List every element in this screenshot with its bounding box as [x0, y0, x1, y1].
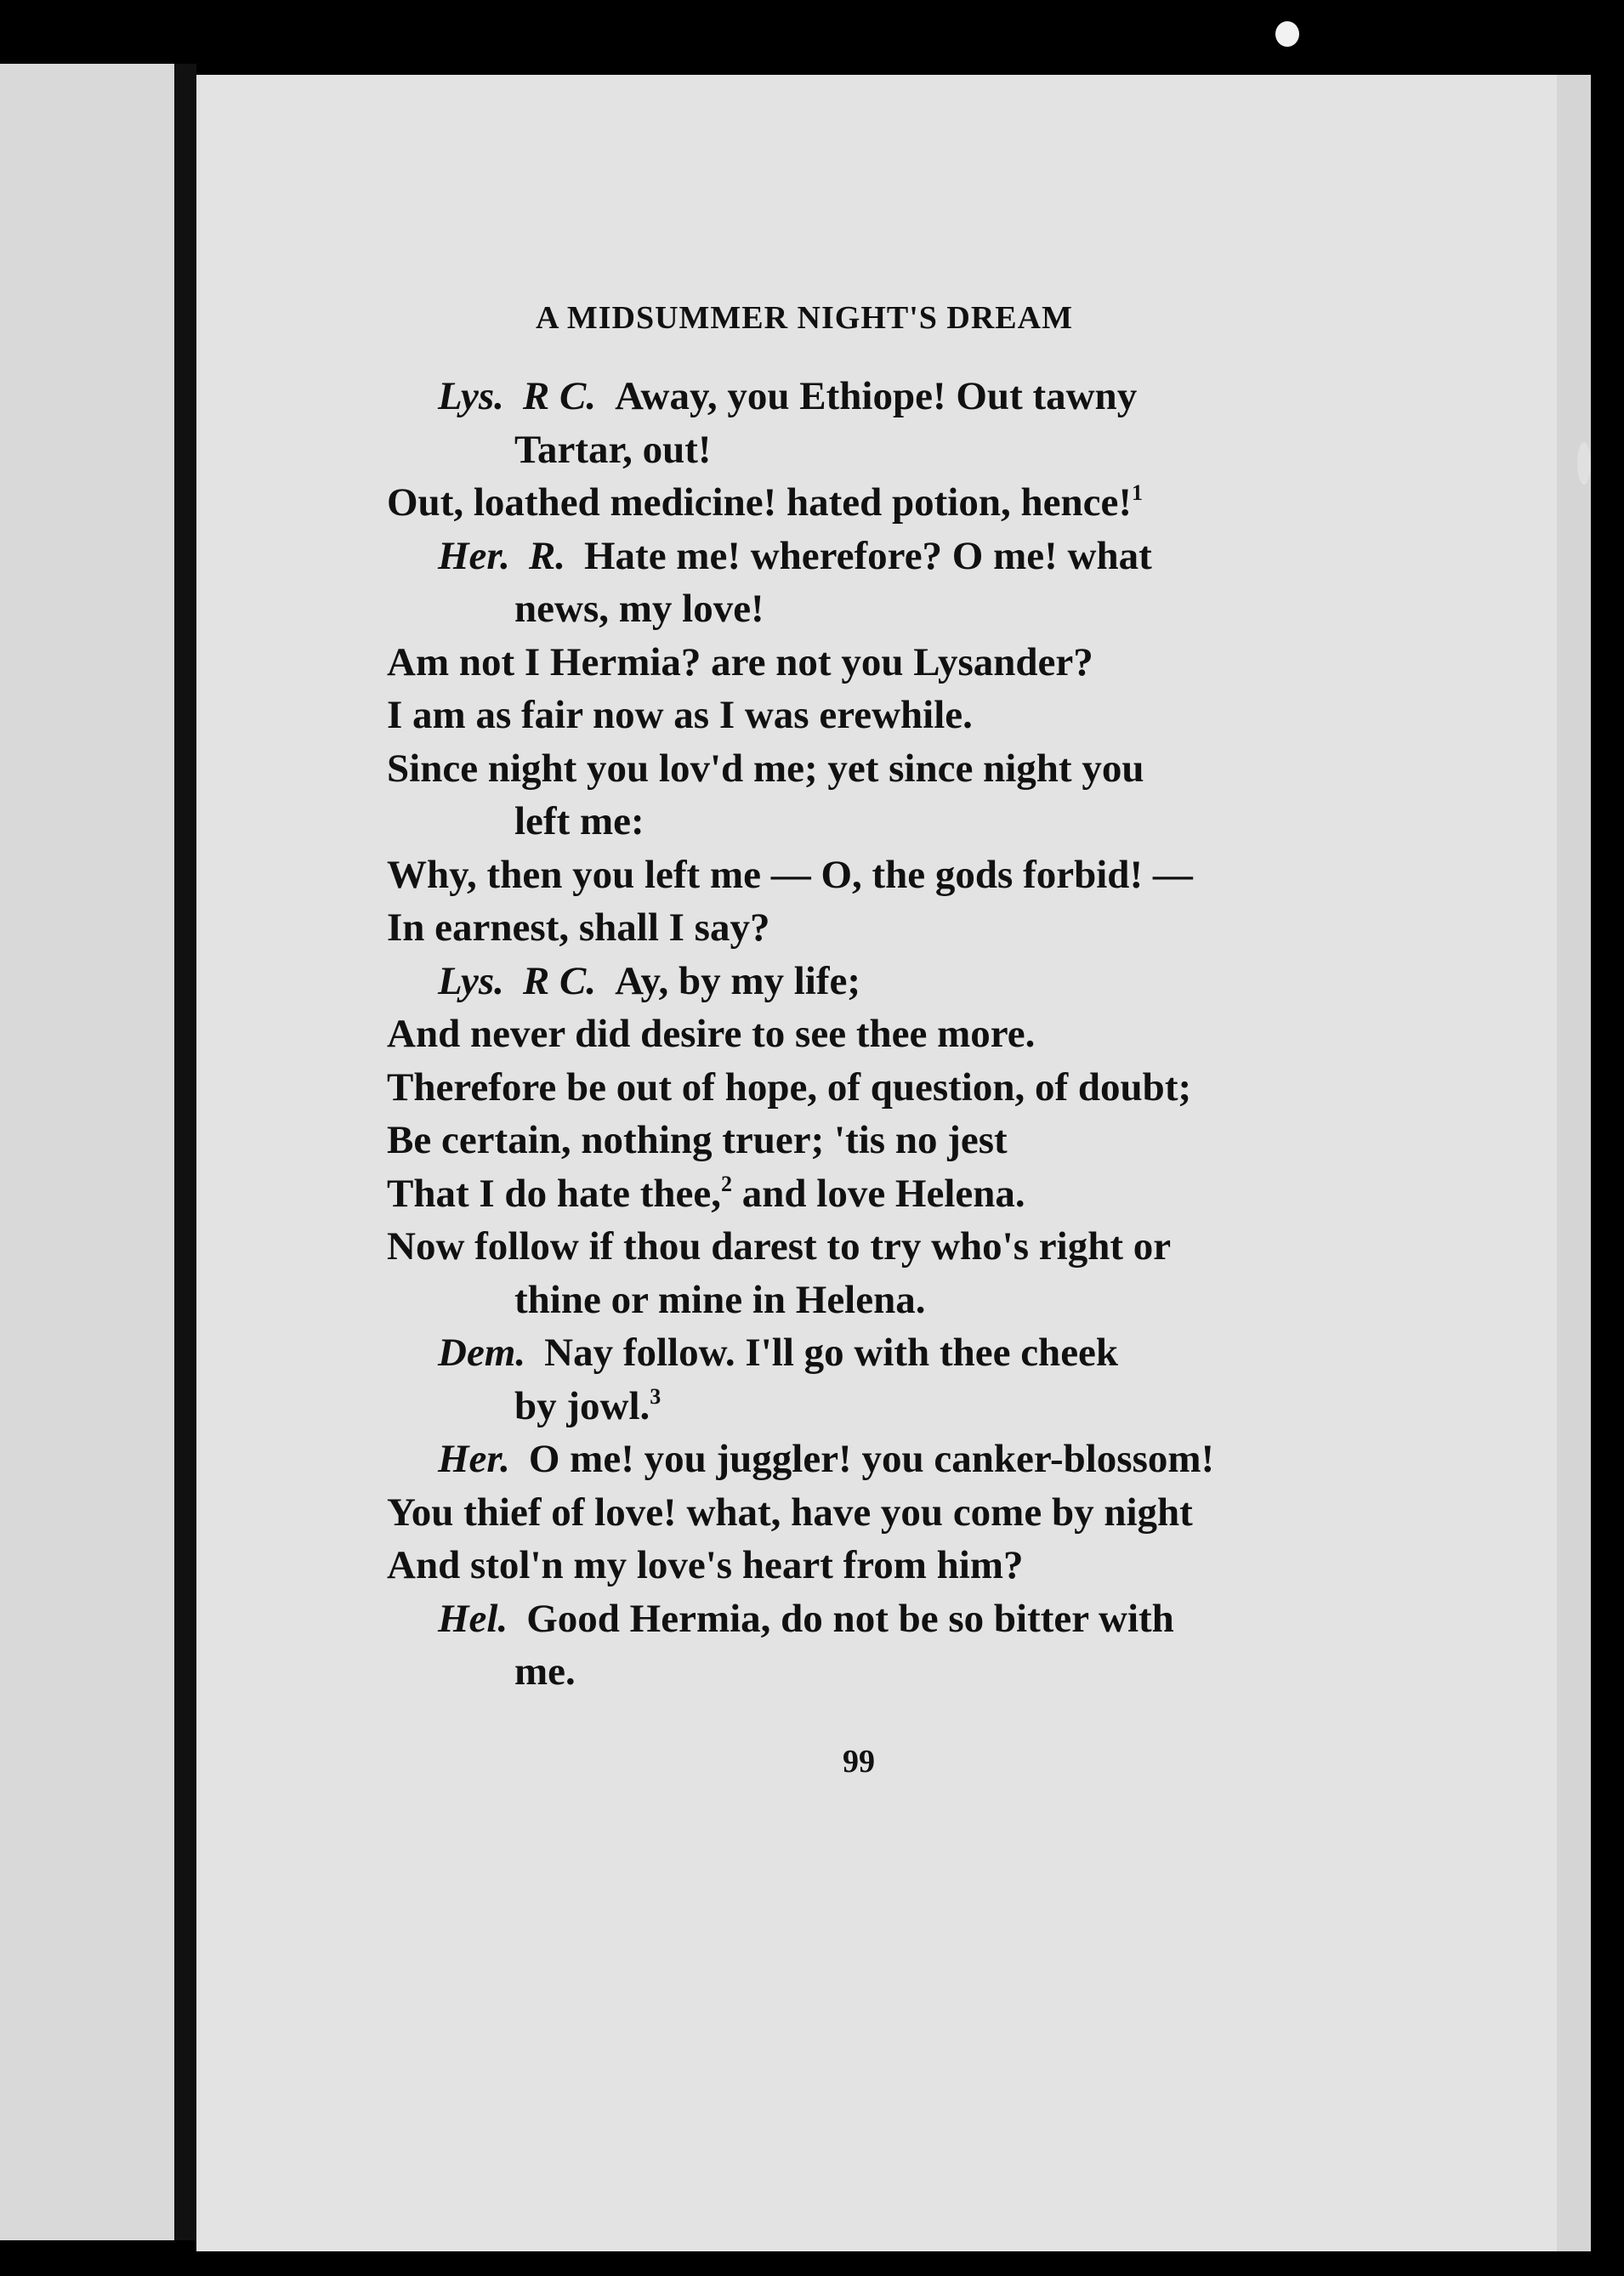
verse-line: news, my love! — [514, 587, 764, 631]
verse-text: Away, you Ethiope! Out tawny — [615, 374, 1138, 418]
verse-line — [387, 1433, 1339, 1486]
verse-line: Am not I Hermia? are not you Lysander? — [387, 639, 1093, 684]
scan-speck — [1577, 442, 1591, 485]
speaker-name: Lys. — [438, 374, 504, 418]
verse-line: Since night you lov'd me; yet since night you — [387, 746, 1144, 791]
verse-line — [387, 1326, 1339, 1380]
previous-page — [0, 64, 174, 2240]
verse-text: Nay follow. I'll go with thee cheek — [544, 1331, 1119, 1375]
footnote-mark: 1 — [1132, 480, 1144, 505]
scan-speck — [1275, 21, 1299, 47]
verse-text: Out, loathed medicine! hated potion, hence! — [387, 480, 1133, 525]
verse-text: That I do hate thee, — [387, 1171, 721, 1216]
verse-line: I am as fair now as I was erewhile. — [387, 693, 973, 737]
page-right-edge — [1557, 75, 1591, 2251]
verse-text: Hate me! wherefore? O me! what — [583, 533, 1152, 578]
verse-line — [387, 530, 1339, 583]
verse-line: me. — [514, 1649, 576, 1694]
verse-line — [387, 370, 1339, 423]
stage-position: R C. — [522, 374, 597, 418]
verse-line: thine or mine in Helena. — [514, 1277, 926, 1322]
verse-line: And stol'n my love's heart from him? — [387, 1543, 1024, 1587]
verse-line: Tartar, out! — [514, 427, 712, 472]
speaker-name: Her. — [438, 533, 510, 578]
verse-line: In earnest, shall I say? — [387, 905, 770, 950]
verse-line: Now follow if thou darest to try who's right or — [387, 1224, 1172, 1269]
verse-line: Therefore be out of hope, of question, of doubt; — [387, 1064, 1192, 1110]
verse-line — [387, 1592, 1339, 1646]
stage-position: R C. — [522, 958, 597, 1003]
page-gutter — [174, 64, 196, 2240]
footnote-mark: 2 — [720, 1171, 732, 1196]
verse-text: and love Helena. — [731, 1171, 1025, 1216]
verse-line — [387, 476, 1339, 530]
speaker-name: Hel. — [438, 1596, 508, 1641]
verse-line: You thief of love! what, have you come by night — [387, 1490, 1193, 1535]
page-number: 99 — [843, 1744, 875, 1779]
verse-text: Good Hermia, do not be so bitter with — [526, 1596, 1174, 1641]
verse-line — [387, 1167, 1339, 1221]
verse-line — [387, 955, 1339, 1008]
speaker-name: Lys. — [438, 958, 504, 1003]
play-text — [387, 370, 1339, 1699]
stage-position: R. — [528, 533, 565, 578]
verse-line: Be certain, nothing truer; 'tis no jest — [387, 1118, 1008, 1162]
running-head: A MIDSUMMER NIGHT'S DREAM — [536, 300, 1073, 336]
verse-line: Why, then you left me — O, the gods forbid! — — [387, 852, 1193, 897]
verse-text: Ay, by my life; — [615, 958, 861, 1003]
speaker-name: Her. — [438, 1437, 510, 1481]
verse-line — [387, 1380, 1339, 1433]
speaker-name: Dem. — [438, 1331, 526, 1375]
verse-line: left me: — [514, 799, 644, 843]
verse-line: And never did desire to see thee more. — [387, 1012, 1036, 1056]
verse-text: by jowl. — [514, 1383, 650, 1428]
footnote-mark: 3 — [650, 1383, 662, 1409]
verse-text: O me! you juggler! you canker-blossom! — [528, 1437, 1215, 1481]
